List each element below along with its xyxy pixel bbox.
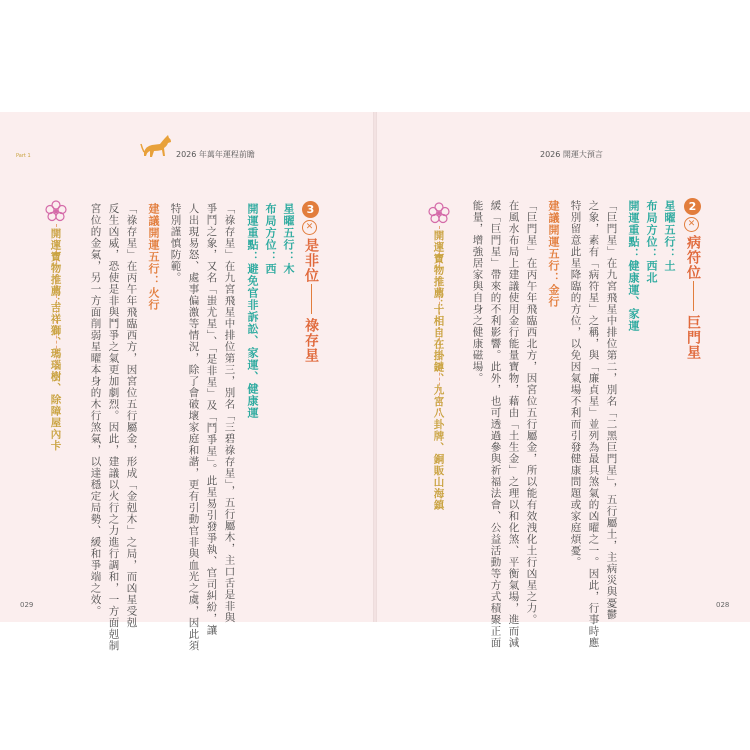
- book-gutter: [373, 112, 377, 622]
- left-advice-element: 建議開運五行：火行: [147, 203, 160, 311]
- right-treasure-label: 開運寶物推薦：: [432, 230, 445, 311]
- right-section-number: 2: [684, 198, 701, 215]
- left-para1-line2: 爭鬥之象，又名「蚩尤星」、「是非星」及「鬥爭星」。此星易引發爭執、官司糾紛，讓: [205, 203, 218, 636]
- right-para2-line4: 能量，增強居家與自身之健康磁場。: [471, 200, 484, 384]
- right-star-element: 星曜五行：土: [663, 200, 676, 272]
- right-header-title: 2026 開運大預言: [540, 150, 603, 159]
- x-circle-icon: ✕: [302, 220, 317, 235]
- right-treasure-items: 十相自在掛鏈、九宮八卦牌、銅販山海鎮: [432, 304, 445, 511]
- title-rule: [311, 284, 312, 314]
- left-treasure-items: 吉祥獅、瑪瑙樹、除障屋內卡: [49, 302, 62, 452]
- left-para2-line2: 反生凶威，恐使是非與鬥爭之氣更加劇烈。因此，建議以火行之力進行調和，一方面剋制: [107, 203, 120, 652]
- right-para1-line1: 「巨門星」在九宮飛星中排位第二，別名「二黑巨門星」，五行屬土，主病災與憂鬱: [605, 200, 618, 621]
- left-section-title-a: 是非位: [303, 238, 319, 283]
- right-para2-line3: 緩「巨門星」帶來的不利影響。此外，也可透過參與祈福法會、公益活動等方式積聚正面: [489, 200, 502, 649]
- title-rule: [693, 281, 694, 311]
- right-para2-line1: 「巨門星」在丙午年飛臨西北方，因宮位五行屬金，所以能有效洩化土行凶星之力。: [525, 200, 538, 626]
- left-treasure-label: 開運寶物推薦：: [49, 228, 62, 309]
- left-key-points: 開運重點：避免官非訴訟、家運、健康運: [246, 203, 259, 419]
- left-section-title-b: 祿存星: [303, 318, 319, 363]
- flower-icon: [45, 200, 67, 222]
- horse-icon: [140, 134, 174, 162]
- left-para1-line3: 人出現易怒、處事偏激等情況，除了會破壞家庭和諧，更有引動官非與血光之虞，因此須: [187, 203, 200, 652]
- left-para2-line1: 「祿存星」在丙午年飛臨西方，因宮位五行屬金，形成「金剋木」之局，而凶星受剋: [125, 203, 138, 629]
- right-section-title-a: 病符位: [685, 235, 701, 280]
- right-advice-element: 建議開運五行：金行: [547, 200, 560, 308]
- x-circle-icon: ✕: [684, 217, 699, 232]
- left-section-number: 3: [302, 201, 319, 218]
- left-para1-line1: 「祿存星」在九宮飛星中排位第三，別名「三碧祿存星」，五行屬木，主口舌是非與: [223, 203, 236, 624]
- right-para1-line2: 之象，素有「病符星」之稱，與「廉貞星」並列為最具煞氣的凶曜之一。因此，行事時應: [587, 200, 600, 649]
- left-page-number: 029: [20, 601, 34, 609]
- right-layout-direction: 布局方位：西北: [645, 200, 658, 284]
- left-header-part: Part 1: [16, 153, 31, 159]
- left-para1-line4: 特別謹慎防範。: [169, 203, 182, 284]
- right-key-points: 開運重點：健康運、家運: [627, 200, 640, 332]
- right-section-title-b: 巨門星: [685, 315, 701, 360]
- flower-icon: [428, 202, 450, 224]
- left-header-title: 2026 年萬年運程前瞻: [176, 150, 255, 159]
- left-layout-direction: 布局方位：西: [264, 203, 277, 275]
- left-star-element: 星曜五行：木: [282, 203, 295, 275]
- right-para2-line2: 在風水布局上建議使用金行能量寶物，藉由「土生金」之理以和化煞、平衡氣場，進而減: [507, 200, 520, 649]
- left-para2-line3: 宮位的金氣，另一方面削弱星曜本身的木行煞氣，以達穩定局勢、緩和爭端之效。: [89, 203, 102, 617]
- right-para1-line3: 特別留意此星降臨的方位，以免因氣場不利而引發健康問題或家庭煩憂。: [569, 200, 582, 568]
- right-page-number: 028: [716, 601, 730, 609]
